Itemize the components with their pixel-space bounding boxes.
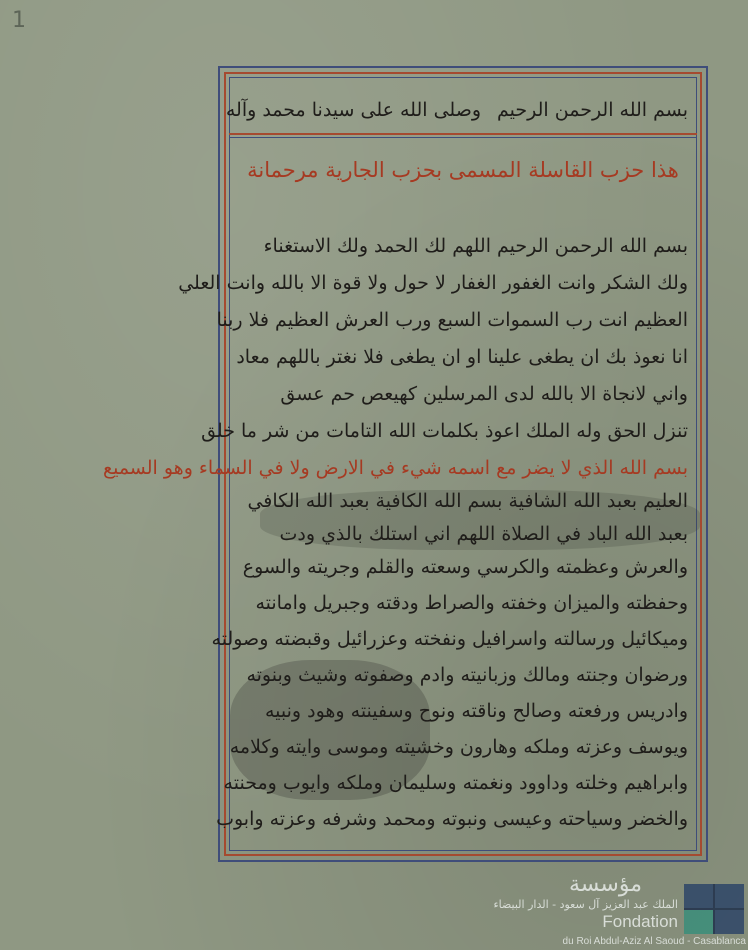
text-line: وادريس ورفعته وصالح وناقته ونوح وسفينته وهود ونبيه (264, 700, 688, 722)
text-line: بسم الله الرحمن الرحيم اللهم لك الحمد ولك الاستغناء (263, 235, 688, 257)
header-divider (229, 133, 697, 135)
text-line: العليم بعبد الله الشافية بسم الله الكافية بعبد الله الكافي (247, 490, 688, 512)
text-line: ورضوان وجنته ومالك وزبانيته وادم وصفوته وشيث وبنوته (246, 664, 688, 686)
text-line: وابراهيم وخلته وداوود ونغمته وسليمان وملكه وايوب ومحنته (223, 772, 688, 794)
text-line: ولك الشكر وانت الغفور الغفار لا حول ولا قوة الا بالله وانت العلي (178, 272, 688, 294)
text-line: العظيم انت رب السموات السبع ورب العرش العظيم فلا ربنا (216, 309, 688, 331)
text-line-rubric: بسم الله الذي لا يضر مع اسمه شيء في الارض ولا في السماء وهو السميع (102, 457, 688, 479)
text-line: وحفظته والميزان وخفته والصراط ودقته وجبريل وامانته (255, 592, 688, 614)
text-line: تنزل الحق وله الملك اعوذ بكلمات الله التامات من شر ما خلق (201, 420, 688, 442)
folio-number: 1 (12, 8, 26, 33)
text-line: والعرش وعظمته والكرسي وسعته والقلم وجريته والسوع (242, 556, 688, 578)
header-divider-blue (229, 137, 697, 138)
text-line: والخضر وسياحته وعيسى ونبوته ومحمد وشرفه وعزته وابوب (216, 808, 688, 830)
text-line: انا نعوذ بك ان يطغى علينا او ان يطغى فلا نغتر باللهم معاد (236, 346, 688, 368)
watermark-arabic-subtitle: الملك عبد العزيز آل سعود - الدار البيضاء (493, 898, 678, 911)
text-line: وميكائيل ورسالته واسرافيل ونفخته وعزرائيل وقبضته وصولته (211, 628, 688, 650)
text-line: ويوسف وعزته وملكه وهارون وخشيته وموسى وايته وكلامه (229, 736, 688, 758)
watermark-arabic-title: مؤسسة (568, 872, 642, 897)
text-line: واني لانجاة الا بالله لدى المرسلين كهيعص حم عسق (280, 383, 688, 405)
foundation-logo-icon (684, 884, 744, 934)
header-line (225, 96, 688, 124)
header-basmala: بسم الله الرحمن الرحيم (497, 99, 688, 121)
foundation-watermark (484, 870, 748, 950)
manuscript-title: هذا حزب القاسلة المسمى بحزب الجارية مرحمانة (247, 158, 679, 182)
watermark-latin-subtitle: du Roi Abdul-Aziz Al Saoud - Casablanca (562, 936, 746, 947)
header-salutation: وصلى الله على سيدنا محمد وآله (225, 99, 482, 121)
watermark-latin-title: Fondation (602, 912, 678, 931)
text-line: بعبد الله الباد في الصلاة اللهم اني استلك بالذي ودت (279, 523, 688, 545)
